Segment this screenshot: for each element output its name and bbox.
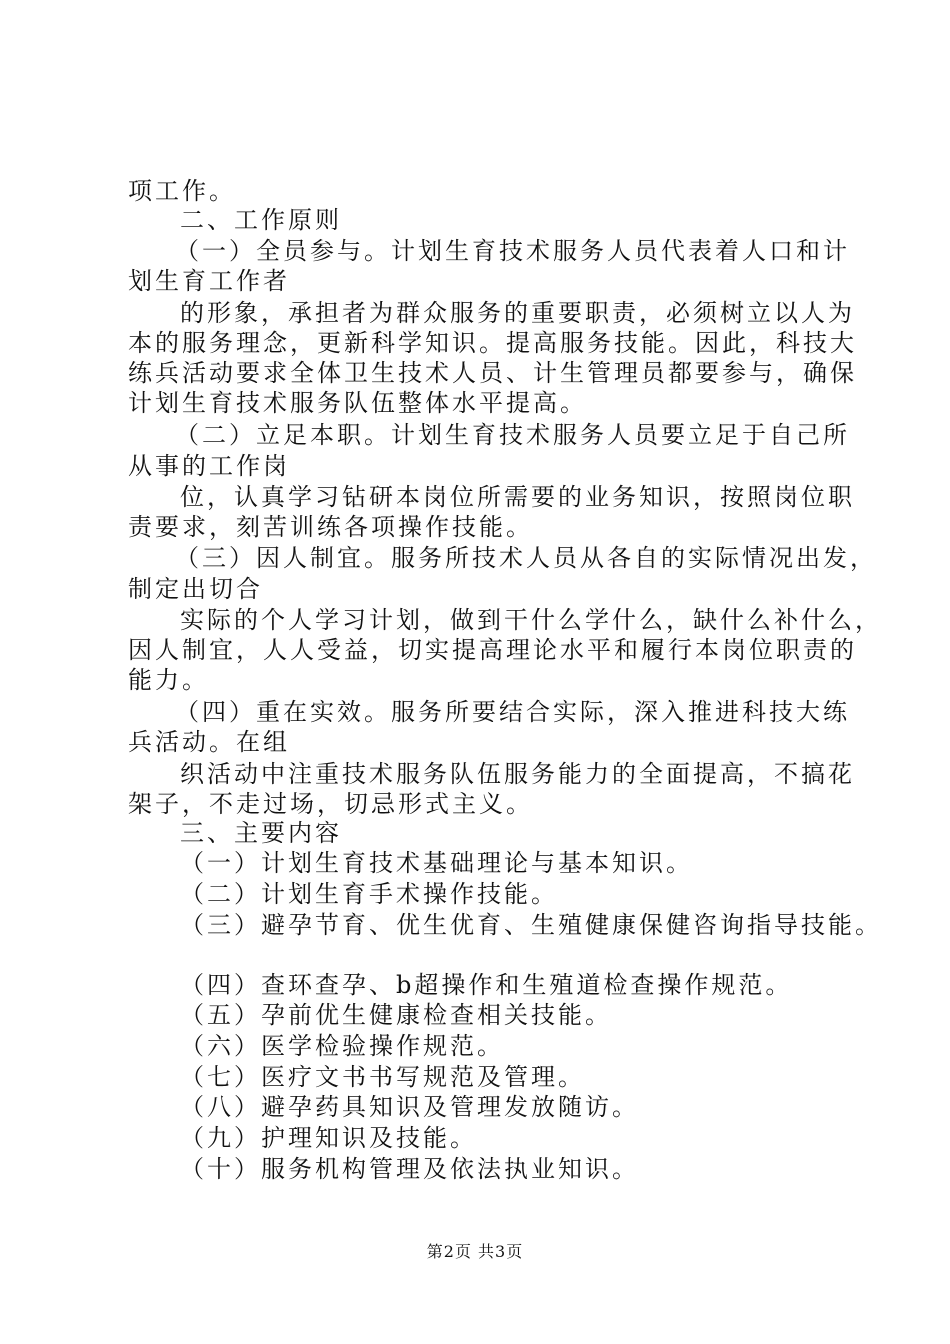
text-line: 责要求，刻苦训练各项操作技能。 [128, 513, 533, 541]
list-item: （五）孕前优生健康检查相关技能。 [180, 1001, 612, 1029]
text-line: 的形象，承担者为群众服务的重要职责，必须树立以人为 [180, 299, 855, 327]
text-line: 练兵活动要求全体卫生技术人员、计生管理员都要参与，确保 [128, 359, 857, 387]
text-line: 织活动中注重技术服务队伍服务能力的全面提高，不搞花 [180, 760, 855, 788]
text-line: 制定出切合 [128, 575, 263, 603]
text-line: （四）重在实效。服务所要结合实际，深入推进科技大练 [175, 698, 850, 726]
list-item: （十）服务机构管理及依法执业知识。 [180, 1155, 639, 1183]
text-line: 计划生育技术服务队伍整体水平提高。 [128, 389, 587, 417]
list-item: （二）计划生育手术操作技能。 [180, 880, 558, 908]
section-heading: 二、工作原则 [180, 206, 342, 234]
list-item: （八）避孕药具知识及管理发放随访。 [180, 1093, 639, 1121]
text-line: 实际的个人学习计划，做到干什么学什么，缺什么补什么， [180, 606, 882, 634]
list-item: （三）避孕节育、优生优育、生殖健康保健咨询指导技能。 [180, 911, 882, 939]
text-line: 位，认真学习钻研本岗位所需要的业务知识，按照岗位职 [180, 483, 855, 511]
list-item: （七）医疗文书书写规范及管理。 [180, 1063, 585, 1091]
text-line: 从事的工作岗 [128, 452, 290, 480]
list-item: （四）查环查孕、b超操作和生殖道检查操作规范。 [180, 971, 793, 999]
text-line: 项工作。 [128, 177, 236, 205]
text-line: 能力。 [128, 666, 209, 694]
text-line: （二）立足本职。计划生育技术服务人员要立足于自己所 [175, 421, 850, 449]
page-number-footer: 第2页 共3页 [426, 1242, 524, 1261]
list-item: （九）护理知识及技能。 [180, 1124, 477, 1152]
list-item: （六）医学检验操作规范。 [180, 1032, 504, 1060]
list-item: （一）计划生育技术基础理论与基本知识。 [180, 849, 693, 877]
text-line: （三）因人制宜。服务所技术人员从各自的实际情况出发， [175, 544, 877, 572]
text-line: 架子，不走过场，切忌形式主义。 [128, 790, 533, 818]
section-heading: 三、主要内容 [180, 819, 342, 847]
text-line: 本的服务理念，更新科学知识。提高服务技能。因此，科技大 [128, 329, 857, 357]
text-line: （一）全员参与。计划生育技术服务人员代表着人口和计 [175, 237, 850, 265]
text-line: 兵活动。在组 [128, 728, 290, 756]
text-line: 因人制宜，人人受益，切实提高理论水平和履行本岗位职责的 [128, 636, 857, 664]
text-line: 划生育工作者 [128, 267, 290, 295]
